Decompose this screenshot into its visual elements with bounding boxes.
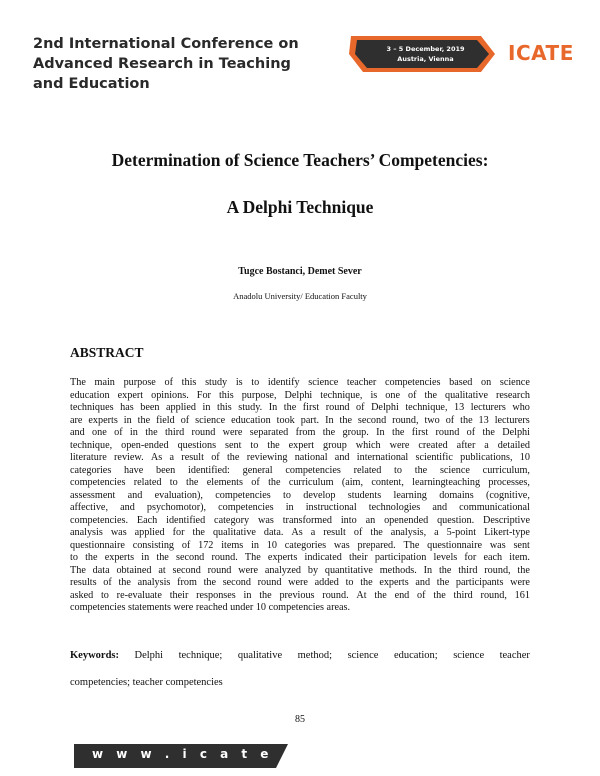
abstract-line: categories have been identified: general competencies related to the science curriculum, — [70, 464, 530, 476]
conference-title-line: and Education — [33, 76, 150, 92]
keywords-line-1 — [70, 650, 530, 661]
abstract-line: The data obtained at second round were analyzed by quantitative methods. In the third round, the — [70, 564, 530, 576]
abstract-line: questionnaire consisting of 172 items in 10 categories was prepared. The questionnaire was sent — [70, 539, 530, 551]
conference-date: 3 – 5 December, 2019 — [386, 45, 465, 53]
keyword-word: education; — [393, 650, 438, 661]
abstract-line: competencies statements were reached under 10 competencies areas. — [70, 602, 351, 613]
conference-title — [33, 34, 299, 94]
icate-logo: ICATE — [508, 41, 574, 65]
keyword-word: science — [347, 650, 379, 661]
affiliation: Anadolu University/ Education Faculty — [233, 291, 367, 301]
abstract-line: competencies. Each identified category was transformed into an openended question. Descriptive — [70, 514, 530, 526]
abstract-line: to the experts in the second round. The experts indicated their participation levels for each item. — [70, 552, 530, 563]
page-number: 85 — [295, 714, 305, 725]
abstract-line: technique, open-ended questions sent to the expert group which were created after a detailed — [70, 439, 530, 451]
abstract-line: techniques has been applied in this study. In the first round of Delphi technique, 13 lecturers who — [70, 402, 530, 413]
keyword-word: science — [453, 650, 485, 661]
abstract-line: competencies related to the elements of the curriculum (aim, content, learningteaching processes, — [70, 477, 530, 488]
abstract-line: The main purpose of this study is to identify science teacher competencies based on science — [70, 377, 530, 388]
keyword-word: qualitative — [237, 650, 283, 661]
keywords-label: Keywords: — [70, 650, 119, 661]
abstract-line: results of the analysis from the second round were added to the experts and the participants were — [70, 577, 530, 588]
abstract-body — [70, 377, 530, 615]
conference-date-location — [378, 44, 473, 64]
abstract-line: literature review. As a result of the reviewing national and international scientific publications, 10 — [70, 452, 530, 463]
abstract-line: are experts in the field of science education took part. In the second round, two of the 13 lecturers — [70, 414, 530, 426]
keyword-word: method; — [297, 650, 333, 661]
abstract-line: asked to re-evaluate their responses in the previous round. At the end of the third round, 161 — [70, 589, 530, 601]
abstract-line: and one of in the third round were separated from the group. In the first round of the Delphi — [70, 427, 530, 438]
paper-title-line-2: A Delphi Technique — [226, 197, 374, 217]
keyword-word: Delphi — [134, 650, 164, 661]
conference-location: Austria, Vienna — [397, 55, 454, 63]
keywords-line-2: competencies; teacher competencies — [70, 677, 223, 688]
keyword-word: technique; — [178, 650, 223, 661]
conference-title-line: 2nd International Conference on — [33, 36, 299, 52]
keyword-word: teacher — [499, 650, 530, 661]
conference-title-line: Advanced Research in Teaching — [33, 56, 291, 72]
abstract-line: analysis was applied for the qualitative data. As a result of the analysis, a 5-point Likert-type — [70, 527, 530, 538]
abstract-line: assessment and evaluation), competencies to develop students learning domains (cognitive, — [70, 489, 530, 501]
paper-title-line-1: Determination of Science Teachers’ Competencies: — [111, 150, 489, 170]
abstract-heading: ABSTRACT — [70, 345, 144, 360]
abstract-line: affective, and psychomotor), competencies in instructional technologies and communicational — [70, 502, 530, 513]
authors: Tugce Bostanci, Demet Sever — [238, 266, 362, 277]
footer-url: w w w . i c a t e . o r g — [92, 747, 353, 761]
abstract-line: education expert opinions. For this purpose, Delphi technique, is one of the qualitative research — [70, 389, 530, 401]
